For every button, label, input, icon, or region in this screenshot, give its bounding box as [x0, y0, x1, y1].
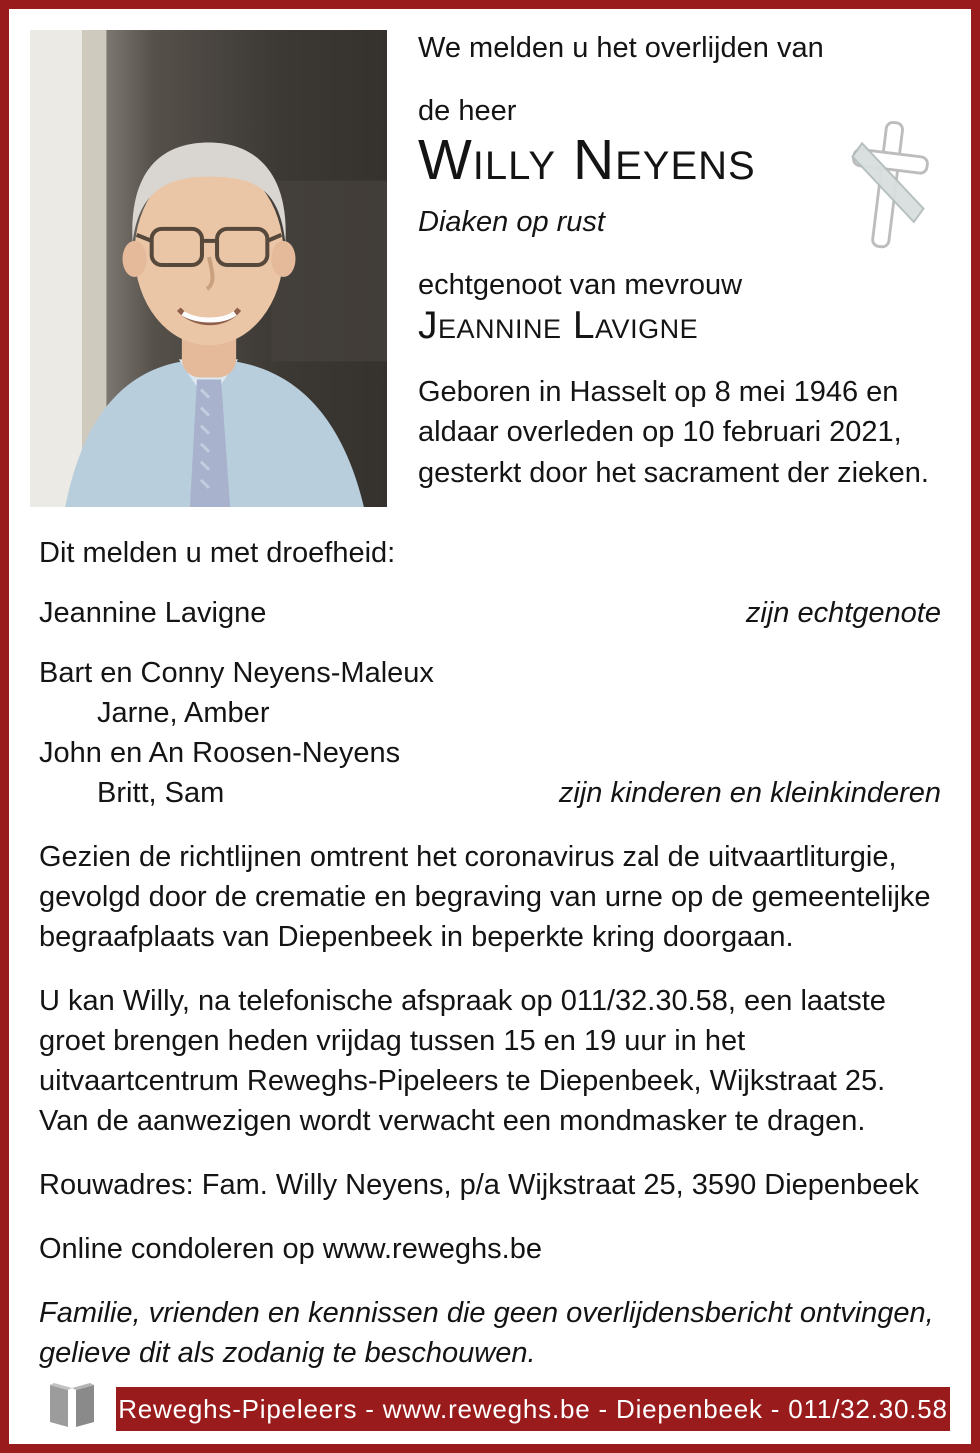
spouse-intro: echtgenoot van mevrouw	[418, 268, 743, 301]
family-row	[39, 773, 941, 813]
mourning-address: Rouwadres: Fam. Willy Neyens, p/a Wijkstraat 25, 3590 Diepenbeek	[39, 1169, 920, 1202]
birth-death-text: Geboren in Hasselt op 8 mei 1946 en aldaar overleden op 10 februari 2021, gesterkt door het sacrament der zieken.	[418, 375, 929, 489]
portrait-photo	[30, 30, 387, 507]
family-row	[39, 733, 941, 773]
family-member-name: John en An Roosen-Neyens	[39, 737, 401, 770]
portrait-photo-illustration	[30, 30, 387, 507]
grief-lead: Dit melden u met droefheid:	[39, 537, 396, 569]
family-relation: zijn echtgenote	[745, 597, 941, 630]
footer	[30, 1377, 950, 1431]
salutation: de heer	[418, 95, 517, 127]
funeral-home-logo-icon	[42, 1379, 104, 1429]
family-relation: zijn kinderen en kleinkinderen	[558, 777, 941, 810]
closing-note: Familie, vrienden en kennissen die geen overlijdensbericht ontvingen, gelieve dit als zodanig te beschouwen.	[39, 1297, 934, 1370]
family-row	[39, 653, 941, 693]
online-condolences: Online condoleren op www.reweghs.be	[39, 1233, 542, 1266]
deceased-name: Willy Neyens	[418, 128, 756, 192]
reweghs-pipeleers-logo	[30, 1377, 116, 1431]
family-member-name: Jarne, Amber	[97, 697, 270, 730]
corona-restrictions-paragraph: Gezien de richtlijnen omtrent het coronavirus zal de uitvaartliturgie, gevolgd door de crematie en begraving van urne op de gemeentelijke begraafplaats van Diepenbeek in beperkte kring doorgaan.	[39, 841, 931, 954]
spouse-name: Jeannine Lavigne	[418, 303, 699, 347]
family-member-name: Bart en Conny Neyens-Maleux	[39, 657, 434, 690]
deceased-role: Diaken op rust	[418, 205, 605, 238]
top-section	[9, 9, 971, 507]
family-member-name: Britt, Sam	[97, 777, 225, 810]
family-member-name: Jeannine Lavigne	[39, 597, 267, 630]
family-row	[39, 593, 941, 633]
visitation-paragraph: U kan Willy, na telefonische afspraak op 011/32.30.58, een laatste groet brengen heden vrijdag tussen 15 en 19 uur in het uitvaartcentrum Reweghs-Pipeleers te Diepenbeek, Wijkstraat 25. Van de aanwezigen wordt verwacht een mondmasker te dragen.	[39, 985, 886, 1138]
header-text-column	[387, 30, 943, 507]
main-text	[9, 507, 971, 1373]
footer-contact-bar: Reweghs-Pipeleers - www.reweghs.be - Diepenbeek - 011/32.30.58	[116, 1387, 950, 1431]
announcement-intro: We melden u het overlijden van	[418, 32, 824, 64]
memorial-cross-icon	[839, 116, 935, 256]
family-row	[39, 693, 941, 733]
